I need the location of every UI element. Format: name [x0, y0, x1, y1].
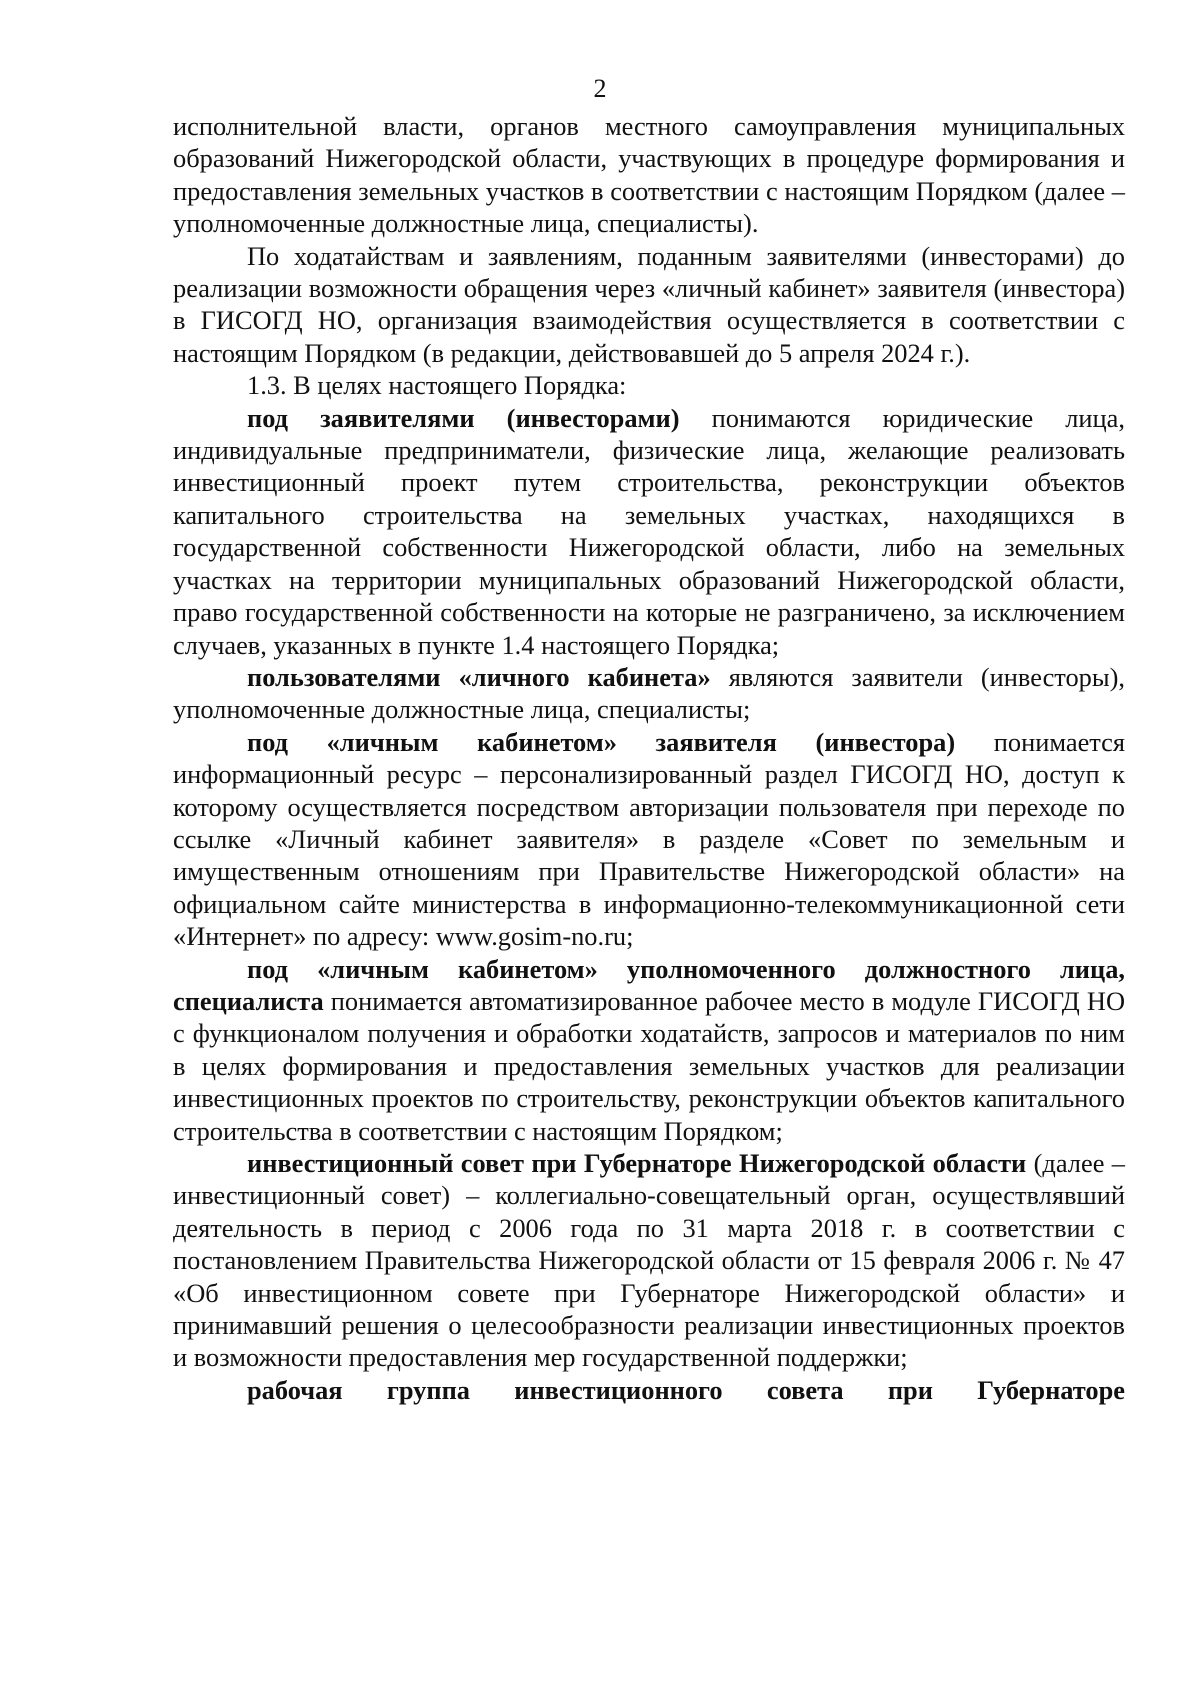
paragraph-section-1-3 — [173, 369, 1125, 401]
paragraph-text: 1.3. В целях настоящего Порядка: — [247, 370, 627, 401]
definition-text: понимается информационный ресурс – персонализированный раздел ГИСОГД НО, доступ к которому осуществляется посредством авторизации пользователя при переходе по ссылке «Личный кабинет заявителя» в разделе «Совет по земельным и имущественным отношениям при Правительстве Нижегородской области» на официальном сайте министерства в информационно-телекоммуникационной сети «Интернет» по адресу: www.gosim-no.ru; — [173, 726, 1125, 952]
definition-working-group — [173, 1374, 1125, 1406]
definition-term: рабочая группа инвестиционного совета при Губернаторе — [247, 1374, 1125, 1405]
definition-term: под «личным кабинетом» заявителя (инвестора) — [247, 726, 956, 757]
definition-cabinet-users — [173, 661, 1125, 726]
definition-text: понимается автоматизированное рабочее место в модуле ГИСОГД НО с функционалом получения и обработки ходатайств, запросов и материалов по ним в целях формирования и предоставления земельных участков для реализации инвестиционных проектов по строительству, реконструкции объектов капитального строительства в соответствии с настоящим Порядком; — [173, 985, 1125, 1146]
definition-applicant-cabinet — [173, 726, 1125, 953]
paragraph-text: По ходатайствам и заявлениям, поданным заявителями (инвесторами) до реализации возможности обращения через «личный кабинет» заявителя (инвестора) в ГИСОГД НО, организация взаимодействия осуществляется в соответствии с настоящим Порядком (в редакции, действовавшей до 5 апреля 2024 г.). — [173, 240, 1125, 368]
definition-text: понимаются юридические лица, индивидуальные предприниматели, физические лица, желающие реализовать инвестиционный проект путем строительства, реконструкции объектов капитального строительства на земельных участках, находящихся в государственной собственности Нижегородской области, либо на земельных участках на территории муниципальных образований Нижегородской области, право государственной собственности на которые не разграничено, за исключением случаев, указанных в пункте 1.4 настоящего Порядка; — [173, 402, 1125, 660]
definition-text: (далее – инвестиционный совет) – коллегиально-совещательный орган, осуществлявший деятельность в период с 2006 года по 31 марта 2018 г. в соответствии с постановлением Правительства Нижегородской области от 15 февраля 2006 г. № 47 «Об инвестиционном совете при Губернаторе Нижегородской области» и принимавший решения о целесообразности реализации инвестиционных проектов и возможности предоставления мер государственной поддержки; — [173, 1148, 1125, 1373]
definition-text: являются заявители (инвесторы), уполномоченные должностные лица, специалисты; — [173, 661, 1125, 725]
definition-applicants — [173, 402, 1125, 661]
definition-term: инвестиционный совет при Губернаторе Нижегородской области — [247, 1148, 1027, 1178]
paragraph-continuation — [173, 110, 1125, 240]
definition-term: пользователями «личного кабинета» — [247, 661, 711, 692]
definition-investment-council — [173, 1147, 1125, 1374]
paragraph-applications — [173, 240, 1125, 370]
paragraph-text: исполнительной власти, органов местного самоуправления муниципальных образований Нижегородской области, участвующих в процедуре формирования и предоставления земельных участков в соответствии с настоящим Порядком (далее – уполномоченные должностные лица, специалисты). — [173, 111, 1125, 239]
definition-term: под заявителями (инвесторами) — [247, 402, 680, 433]
document-body — [173, 110, 1125, 1406]
definition-term: под «личным кабинетом» уполномоченного должностного лица, специалиста — [173, 953, 1125, 1016]
definition-official-cabinet — [173, 953, 1125, 1147]
page-number: 2 — [593, 74, 607, 103]
